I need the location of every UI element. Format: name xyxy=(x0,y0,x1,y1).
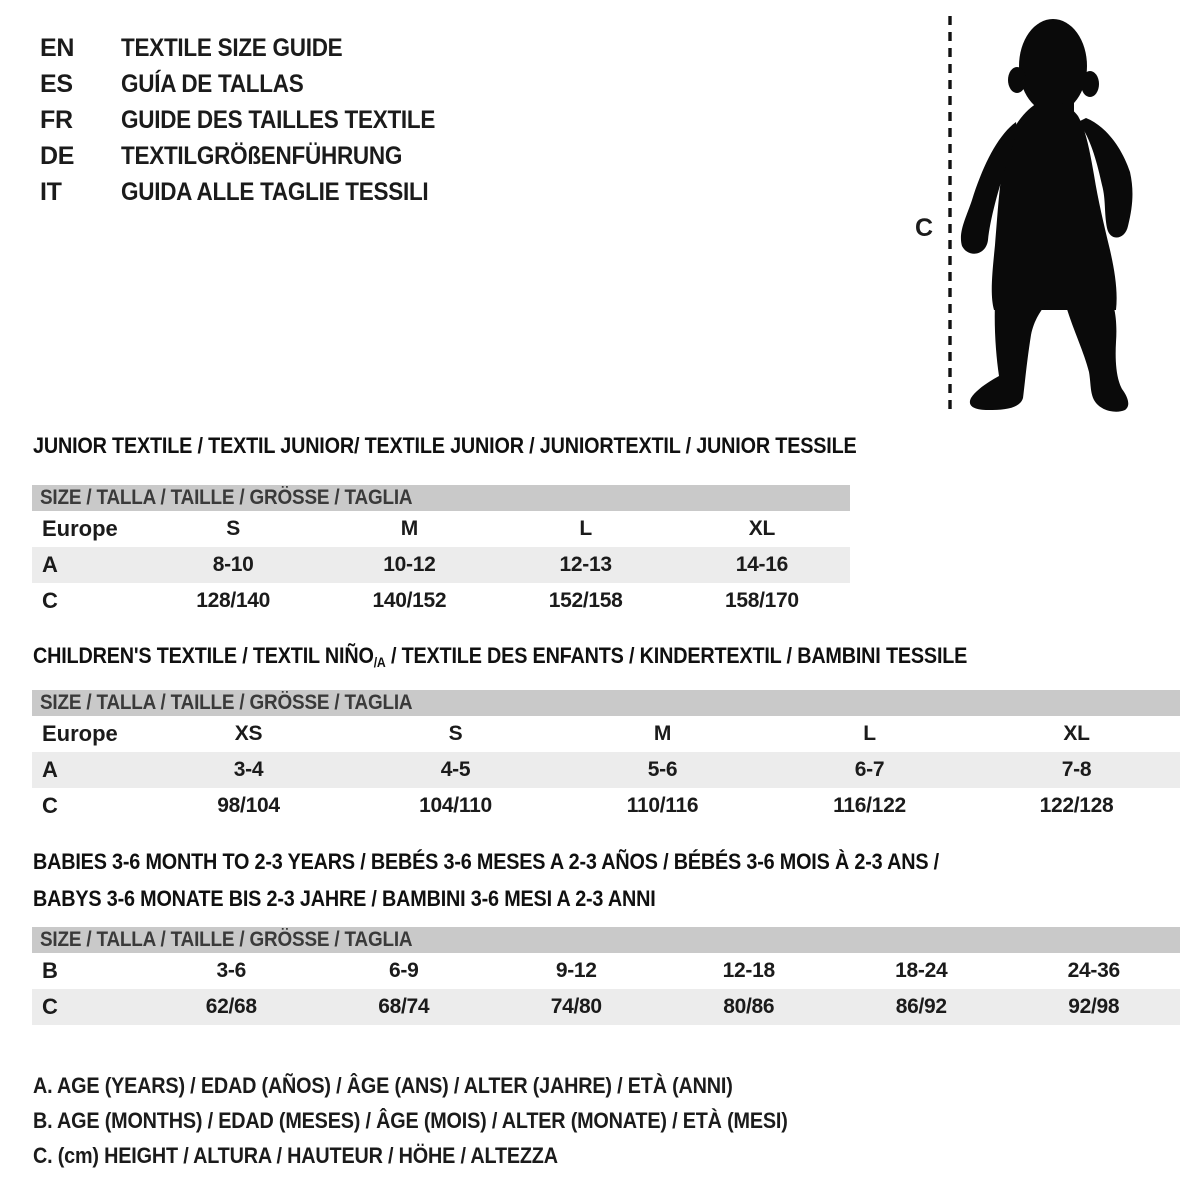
table-row xyxy=(32,989,1180,1025)
size-cell: S xyxy=(448,722,463,745)
junior-size-header-bar xyxy=(32,485,850,511)
children-title-post: / TEXTILE DES ENFANTS / KINDERTEXTIL / BAMBINI TESSILE xyxy=(385,643,968,668)
babies-size-header-bar xyxy=(32,927,1180,953)
table-row xyxy=(32,547,850,583)
legend-text: B. AGE (MONTHS) / EDAD (MESES) / ÂGE (MOIS) / ALTER (MONATE) / ETÀ (MESI) xyxy=(33,1107,788,1133)
size-cell: M xyxy=(400,517,418,540)
age-cell: 6-7 xyxy=(854,758,885,781)
legend-text: A. AGE (YEARS) / EDAD (AÑOS) / ÂGE (ANS) / ALTER (JAHRE) / ETÀ (ANNI) xyxy=(33,1072,733,1098)
height-cell: 152/158 xyxy=(548,589,623,612)
babies-section-title xyxy=(33,843,939,917)
language-code: FR xyxy=(40,105,73,134)
age-cell: 9-12 xyxy=(555,959,597,982)
language-title: GUIDA ALLE TAGLIE TESSILI xyxy=(121,177,429,206)
height-cell: 92/98 xyxy=(1068,995,1120,1018)
baby-silhouette-icon xyxy=(938,10,1150,418)
row-label: B xyxy=(42,958,58,983)
table-row xyxy=(32,752,1180,788)
height-cell: 116/122 xyxy=(833,794,906,817)
height-cell: 80/86 xyxy=(723,995,775,1018)
age-cell: 24-36 xyxy=(1067,959,1120,982)
row-label: Europe xyxy=(42,721,118,746)
language-row-it xyxy=(40,174,470,210)
table-row xyxy=(32,511,850,547)
height-measure-label: C xyxy=(915,214,934,242)
children-size-header-bar xyxy=(32,690,1180,716)
size-cell: L xyxy=(863,722,876,745)
height-cell: 104/110 xyxy=(419,794,492,817)
age-cell: 6-9 xyxy=(389,959,419,982)
legend-line-b xyxy=(33,1103,871,1138)
junior-section-title: JUNIOR TEXTILE / TEXTIL JUNIOR/ TEXTILE JUNIOR / JUNIORTEXTIL / JUNIOR TESSILE xyxy=(33,433,857,458)
height-cell: 68/74 xyxy=(378,995,430,1018)
age-cell: 12-18 xyxy=(722,959,775,982)
children-title-pre: CHILDREN'S TEXTILE / TEXTIL NIÑO xyxy=(33,643,374,668)
height-cell: 74/80 xyxy=(550,995,602,1018)
legend-line-a xyxy=(33,1068,871,1103)
legend-text: C. (cm) HEIGHT / ALTURA / HAUTEUR / HÖHE / ALTEZZA xyxy=(33,1142,558,1168)
language-title: GUÍA DE TALLAS xyxy=(121,69,304,98)
table-row xyxy=(32,953,1180,989)
row-label: A xyxy=(42,757,58,782)
language-code: DE xyxy=(40,141,75,170)
language-title: TEXTILGRÖßENFÜHRUNG xyxy=(121,141,403,170)
language-code: ES xyxy=(40,69,73,98)
row-label: Europe xyxy=(42,516,118,541)
measure-legend xyxy=(33,1068,871,1173)
language-title: TEXTILE SIZE GUIDE xyxy=(121,33,343,62)
size-cell: XL xyxy=(1063,722,1090,745)
row-label: C xyxy=(42,588,58,613)
size-cell: S xyxy=(226,517,240,540)
babies-size-table xyxy=(32,927,1180,1025)
size-cell: XL xyxy=(748,517,775,540)
children-section-title xyxy=(33,643,967,670)
size-header-label: SIZE / TALLA / TAILLE / GRÖSSE / TAGLIA xyxy=(40,691,413,714)
height-cell: 62/68 xyxy=(205,995,257,1018)
height-cell: 158/170 xyxy=(724,589,799,612)
children-title-sub: /A xyxy=(373,654,386,670)
table-row xyxy=(32,716,1180,752)
age-cell: 3-4 xyxy=(233,758,264,781)
height-cell: 98/104 xyxy=(217,794,280,817)
language-code: EN xyxy=(40,33,75,62)
language-title-list xyxy=(40,30,470,210)
junior-size-table xyxy=(32,485,850,619)
height-cell: 86/92 xyxy=(895,995,947,1018)
language-title: GUIDE DES TAILLES TEXTILE xyxy=(121,105,436,134)
height-cell: 128/140 xyxy=(196,589,271,612)
age-cell: 14-16 xyxy=(735,553,788,576)
age-cell: 18-24 xyxy=(895,959,948,982)
size-cell: L xyxy=(579,517,592,540)
language-row-en xyxy=(40,30,470,66)
height-cell: 122/128 xyxy=(1039,794,1114,817)
height-cell: 110/116 xyxy=(626,794,699,817)
babies-title-line2: BABYS 3-6 MONATE BIS 2-3 JAHRE / BAMBINI 3-6 MESI A 2-3 ANNI xyxy=(33,886,656,911)
babies-title-line1: BABIES 3-6 MONTH TO 2-3 YEARS / BEBÉS 3-6 MESES A 2-3 AÑOS / BÉBÉS 3-6 MOIS À 2-3 ANS / xyxy=(33,849,939,874)
age-cell: 12-13 xyxy=(559,553,612,576)
language-row-fr xyxy=(40,102,470,138)
language-row-es xyxy=(40,66,470,102)
size-header-label: SIZE / TALLA / TAILLE / GRÖSSE / TAGLIA xyxy=(40,486,413,509)
language-code: IT xyxy=(40,177,62,206)
age-cell: 8-10 xyxy=(212,553,254,576)
row-label: C xyxy=(42,994,58,1019)
children-size-table xyxy=(32,690,1180,824)
size-cell: XS xyxy=(234,722,263,745)
height-cell: 140/152 xyxy=(372,589,447,612)
row-label: A xyxy=(42,552,58,577)
row-label: C xyxy=(42,793,58,818)
size-cell: M xyxy=(653,722,672,745)
age-cell: 5-6 xyxy=(647,758,678,781)
legend-line-c xyxy=(33,1138,871,1173)
age-cell: 10-12 xyxy=(383,553,436,576)
age-cell: 7-8 xyxy=(1061,758,1092,781)
age-cell: 3-6 xyxy=(216,959,246,982)
language-row-de xyxy=(40,138,470,174)
table-row xyxy=(32,788,1180,824)
table-row xyxy=(32,583,850,619)
age-cell: 4-5 xyxy=(440,758,471,781)
size-header-label: SIZE / TALLA / TAILLE / GRÖSSE / TAGLIA xyxy=(40,928,413,951)
